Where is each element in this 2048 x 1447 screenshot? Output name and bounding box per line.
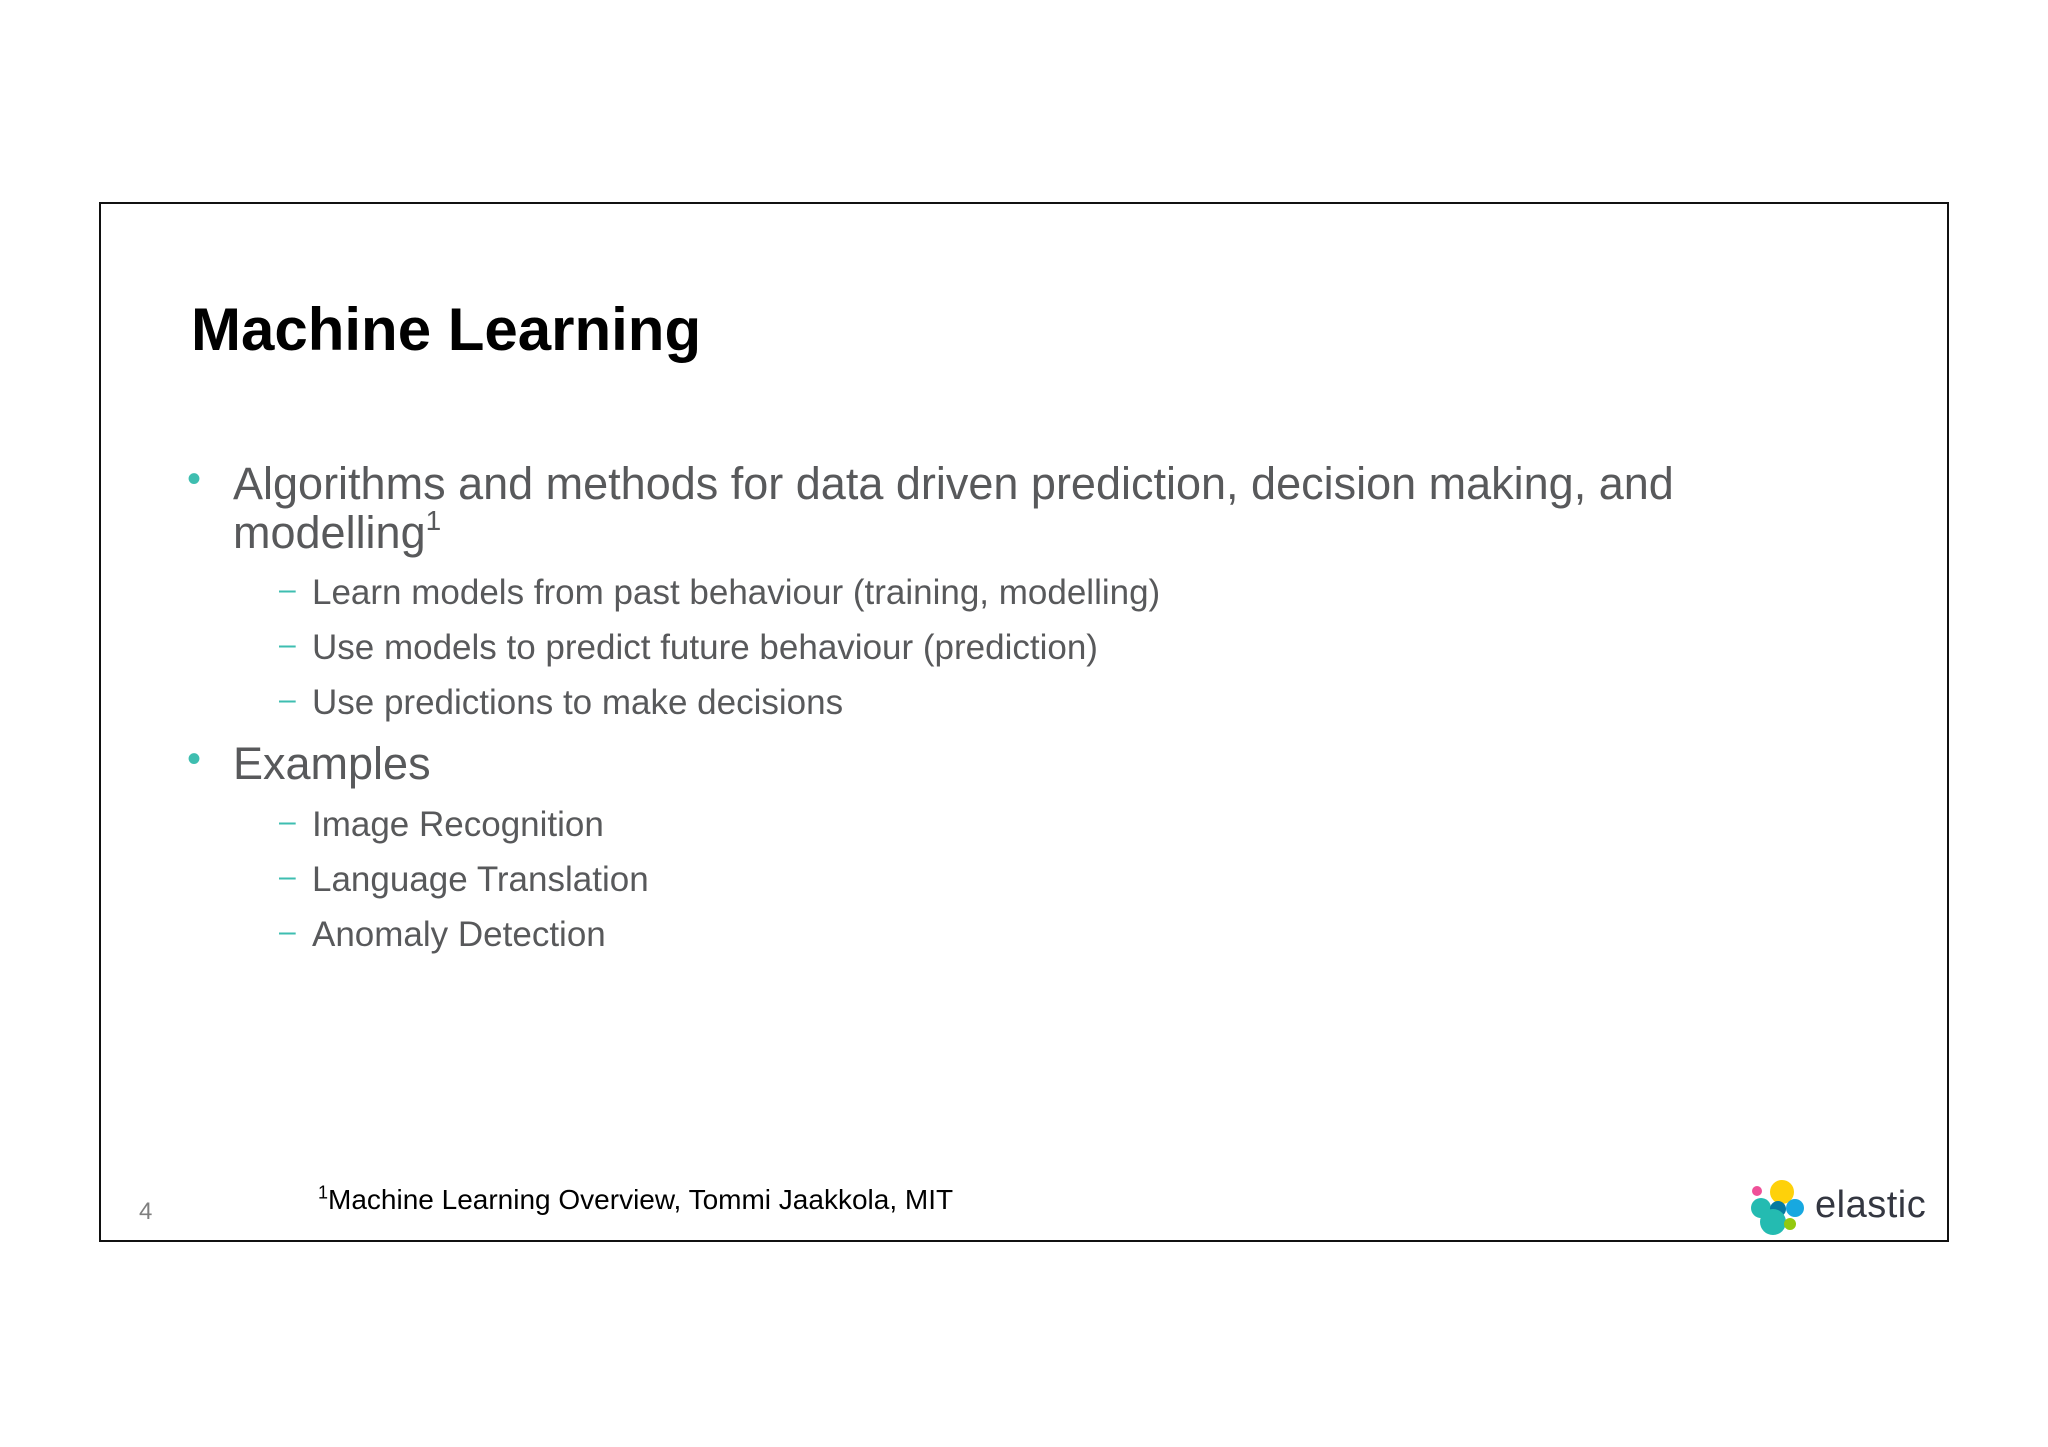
dash-icon: –	[279, 683, 296, 717]
bullet-item	[187, 457, 1837, 723]
dash-icon: –	[279, 914, 296, 948]
footnote-marker: 1	[318, 1182, 329, 1203]
sub-list-item	[233, 914, 1837, 954]
elastic-logo	[1749, 1180, 1926, 1236]
footnote-text: Machine Learning Overview, Tommi Jaakkola, MIT	[328, 1184, 954, 1215]
sub-item-text: Learn models from past behaviour (training, modelling)	[312, 573, 1161, 613]
elastic-wordmark: elastic	[1815, 1183, 1927, 1226]
bullet-text: Examples	[233, 738, 431, 790]
slide-title: Machine Learning	[191, 296, 702, 363]
sub-item-text: Language Translation	[312, 859, 649, 899]
bullet-text: Algorithms and methods for data driven prediction, decision making, and modelling	[233, 458, 1674, 558]
sub-list-item	[233, 683, 1837, 723]
bullet-dot-icon: •	[187, 457, 202, 501]
sub-item-text: Anomaly Detection	[312, 914, 606, 954]
sub-list-item	[233, 804, 1837, 844]
sub-item-text: Use models to predict future behaviour (prediction)	[312, 628, 1098, 668]
sub-list-item	[233, 628, 1837, 668]
sub-item-text: Use predictions to make decisions	[312, 683, 844, 723]
bullet-dot-icon: •	[187, 737, 202, 782]
sub-item-text: Image Recognition	[312, 804, 604, 844]
sub-list-item	[233, 573, 1837, 613]
slide-frame	[99, 202, 1949, 1242]
footnote	[318, 1184, 953, 1216]
dash-icon: –	[279, 573, 296, 607]
dash-icon: –	[279, 628, 296, 662]
elastic-logo-icon	[1749, 1180, 1807, 1236]
slide-number: 4	[139, 1198, 153, 1225]
dash-icon: –	[279, 804, 296, 838]
bullet-item	[187, 737, 1837, 954]
slide-content	[187, 457, 1837, 954]
dash-icon: –	[279, 859, 296, 893]
sub-list	[233, 804, 1837, 954]
sub-list-item	[233, 859, 1837, 899]
bullet-footnote-marker: 1	[425, 504, 442, 536]
sub-list	[233, 573, 1837, 723]
